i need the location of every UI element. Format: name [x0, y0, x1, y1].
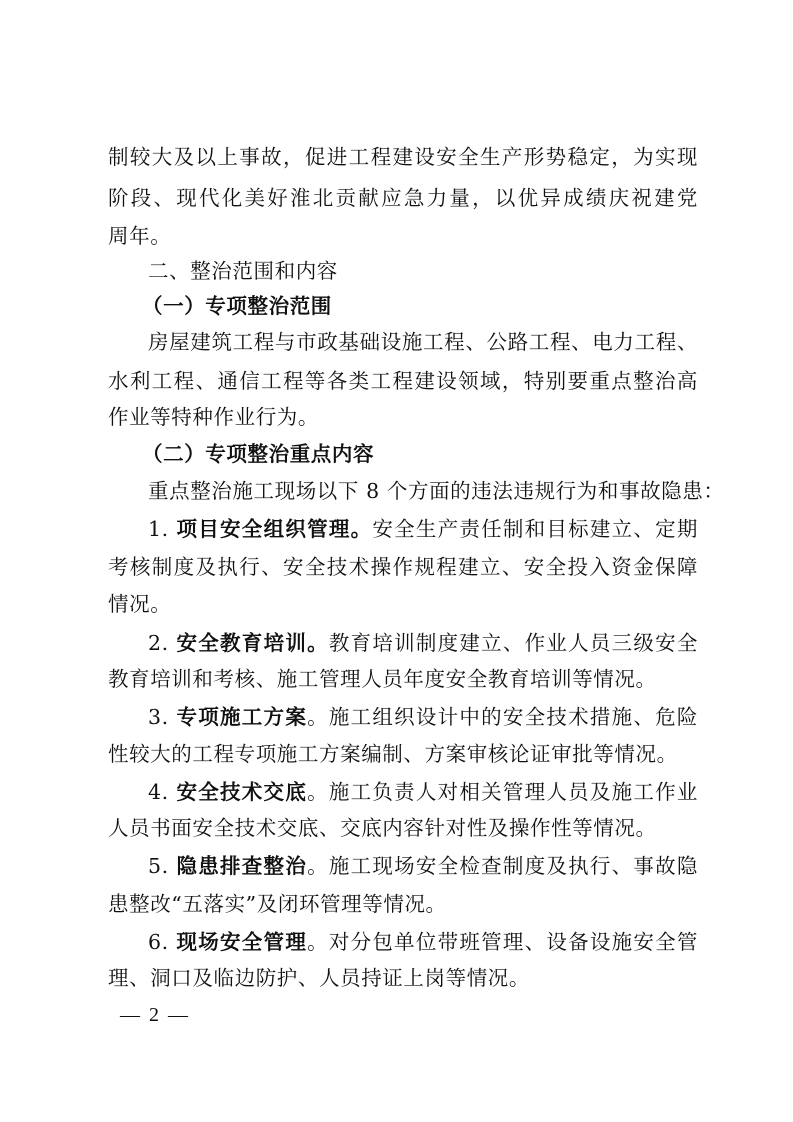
- body-line: 人员书面安全技术交底、交底内容针对性及操作性等情况。: [108, 816, 657, 840]
- body-line: 制较大及以上事故，促进工程建设安全生产形势稳定，为实现: [108, 145, 698, 169]
- list-item: [148, 626, 698, 660]
- item-text: 。对分包单位带班管理、设备设施安全管: [307, 930, 698, 954]
- body-line: 重点整治施工现场以下 8 个方面的违法违规行为和事故隐患：: [148, 479, 725, 503]
- body-line: 周年。: [108, 224, 172, 248]
- body-line: 患整改“五落实”及闭环管理等情况。: [108, 892, 447, 916]
- item-title: 隐患排查整治: [176, 854, 308, 878]
- item-number: 5.: [148, 854, 169, 878]
- body-line: 教育培训和考核、施工管理人员年度安全教育培训等情况。: [108, 667, 657, 691]
- item-number: 4.: [148, 780, 169, 804]
- item-number: 6.: [148, 930, 169, 954]
- body-line: 阶段、现代化美好淮北贡献应急力量，以优异成绩庆祝建党: [108, 186, 698, 210]
- item-title: 现场安全管理: [176, 930, 308, 954]
- item-number: 3.: [148, 705, 169, 729]
- item-title: 安全教育培训。: [176, 631, 329, 655]
- body-line: 情况。: [108, 592, 172, 616]
- subsection-heading: （一）专项整治范围: [142, 294, 332, 318]
- list-item: [148, 512, 698, 546]
- item-text: 安全生产责任制和目标建立、定期: [372, 517, 698, 541]
- item-number: 2.: [148, 631, 169, 655]
- item-title: 安全技术交底: [176, 780, 308, 804]
- body-line: 考核制度及执行、安全技术操作规程建立、安全投入资金保障: [108, 555, 698, 579]
- item-number: 1.: [148, 517, 169, 541]
- item-title: 专项施工方案: [176, 705, 308, 729]
- list-item: [148, 849, 698, 883]
- subsection-heading: （二）专项整治重点内容: [142, 442, 375, 466]
- body-line: 作业等特种作业行为。: [108, 405, 319, 429]
- page-number: — 2 —: [120, 1004, 190, 1026]
- body-line: 水利工程、通信工程等各类工程建设领域，特别要重点整治高: [108, 369, 698, 393]
- item-title: 项目安全组织管理。: [176, 517, 373, 541]
- item-text: 。施工负责人对相关管理人员及施工作业: [307, 780, 698, 804]
- section-heading: 二、整治范围和内容: [148, 259, 338, 283]
- list-item: [148, 925, 698, 959]
- list-item: [148, 775, 698, 809]
- item-text: 。施工现场安全检查制度及执行、事故隐: [307, 854, 698, 878]
- list-item: [148, 700, 698, 734]
- item-text: 。施工组织设计中的安全技术措施、危险: [307, 705, 698, 729]
- body-line: 理、洞口及临边防护、人员持证上岗等情况。: [108, 966, 530, 990]
- item-text: 教育培训制度建立、作业人员三级安全: [328, 631, 698, 655]
- body-line: 房屋建筑工程与市政基础设施工程、公路工程、电力工程、: [148, 330, 698, 354]
- body-line: 性较大的工程专项施工方案编制、方案审核论证审批等情况。: [108, 742, 678, 766]
